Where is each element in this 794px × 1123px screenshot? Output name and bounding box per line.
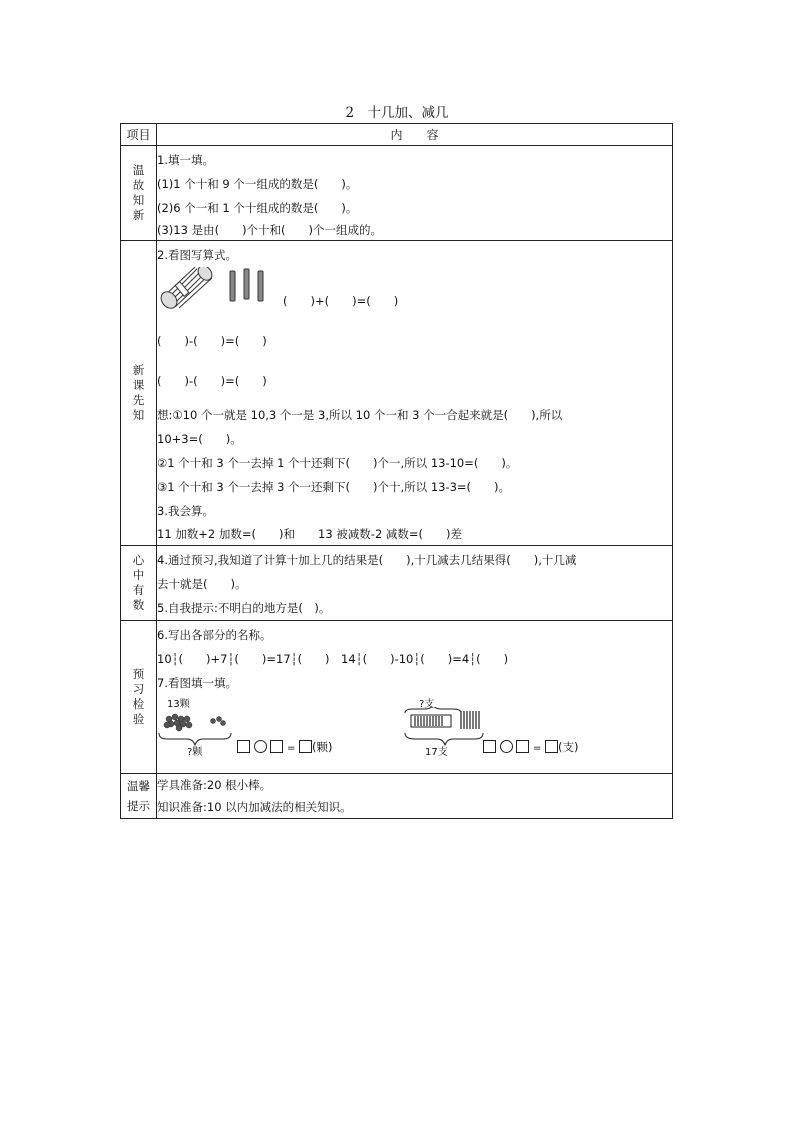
answer-box[interactable] xyxy=(545,740,558,753)
answer-box[interactable] xyxy=(516,740,529,753)
answer-box[interactable] xyxy=(299,740,312,753)
section-preview-label-cell xyxy=(121,241,157,546)
question-1-1: (1)1 个十和 9 个一组成的数是( )。 xyxy=(157,177,358,191)
question-5: 5.自我提示:不明白的地方是( )。 xyxy=(157,601,331,615)
pic2-unit: (支) xyxy=(558,740,579,754)
pic1-bottom-label: ?颗 xyxy=(187,747,203,758)
operator-circle[interactable] xyxy=(254,740,267,753)
section-tips-label-a: 温馨 xyxy=(127,779,150,793)
question-6: 6.写出各部分的名称。 xyxy=(157,628,272,642)
section-check-content xyxy=(157,621,673,774)
question-6-expression: 10┆( )+7┆( )=17┆( ) 14┆( )-10┆( )=4┆( ) xyxy=(157,652,509,666)
section-review-label-cell xyxy=(121,146,157,241)
section-preview xyxy=(121,241,673,546)
answer-box[interactable] xyxy=(237,740,250,753)
equation-add: ( )+( )=( ) xyxy=(283,294,399,308)
equation-subtract-2: ( )-( )=( ) xyxy=(157,374,267,388)
answer-box[interactable] xyxy=(483,740,496,753)
section-mind-content xyxy=(157,546,673,621)
question-1-2: (2)6 个一和 1 个十组成的数是( )。 xyxy=(157,201,358,215)
header-item: 项目 xyxy=(121,124,157,146)
equals-sign: = xyxy=(532,743,542,754)
worksheet-table xyxy=(120,123,673,819)
sticks-picture-row xyxy=(157,267,672,317)
section-review-label: 温故知新 xyxy=(132,163,145,222)
think-1b: 10+3=( )。 xyxy=(157,432,242,446)
section-check-label: 预习检验 xyxy=(132,667,145,726)
pic1-top-label: 13颗 xyxy=(167,699,190,710)
pic2-bottom-label: 17支 xyxy=(425,747,448,758)
think-1: 想:①10 个一就是 10,3 个一是 3,所以 10 个一和 3 个一合起来就是( ),所以 xyxy=(157,408,563,422)
pic2-equation xyxy=(483,739,579,755)
section-tips-content xyxy=(157,774,673,819)
pic2-top-label: ?支 xyxy=(419,699,435,710)
section-review xyxy=(121,146,673,241)
question-4b: 去十就是( )。 xyxy=(157,577,247,591)
section-tips-label-b: 提示 xyxy=(127,799,150,813)
calc-line: 11 加数+2 加数=( )和 13 被减数-2 减数=( )差 xyxy=(157,527,463,541)
question-4a: 4.通过预习,我知道了计算十加上几的结果是( ),十几减去几结果得( ),十几减 xyxy=(157,553,577,567)
think-3: ③1 个十和 3 个一去掉 3 个一还剩下( )个十,所以 13-3=( )。 xyxy=(157,480,511,494)
section-check-label-cell xyxy=(121,621,157,774)
tip-tools: 学具准备:20 根小棒。 xyxy=(157,778,272,792)
pencils-icon xyxy=(403,707,493,753)
equation-subtract-1: ( )-( )=( ) xyxy=(157,334,267,348)
section-preview-content xyxy=(157,241,673,546)
section-preview-label: 新课先知 xyxy=(132,363,145,422)
page-title: 2 十几加、减几 xyxy=(345,105,449,121)
stick-bundle-icon xyxy=(157,267,217,311)
question-7: 7.看图填一填。 xyxy=(157,676,237,690)
question-3: 3.我会算。 xyxy=(157,504,214,518)
section-mind-label: 心中有数 xyxy=(132,553,145,612)
tip-knowledge: 知识准备:10 以内加减法的相关知识。 xyxy=(157,800,352,814)
pic1-unit: (颗) xyxy=(312,740,333,754)
section-mind xyxy=(121,546,673,621)
equals-sign: = xyxy=(286,743,296,754)
section-review-content xyxy=(157,146,673,241)
section-tips xyxy=(121,774,673,819)
pic1-equation xyxy=(237,739,333,755)
answer-box[interactable] xyxy=(270,740,283,753)
three-sticks-icon xyxy=(227,267,271,307)
operator-circle[interactable] xyxy=(500,740,513,753)
think-2: ②1 个十和 3 个一去掉 1 个十还剩下( )个一,所以 13-10=( )。 xyxy=(157,456,518,470)
section-mind-label-cell xyxy=(121,546,157,621)
section-check xyxy=(121,621,673,774)
question-1-3: (3)13 是由( )个十和( )个一组成的。 xyxy=(157,223,383,237)
header-content: 内 容 xyxy=(157,124,673,146)
question-2: 2.看图写算式。 xyxy=(157,248,237,262)
section-tips-label-cell xyxy=(121,774,157,819)
header-row xyxy=(121,124,673,146)
question-1: 1.填一填。 xyxy=(157,153,214,167)
question-7-pictures xyxy=(157,695,672,773)
